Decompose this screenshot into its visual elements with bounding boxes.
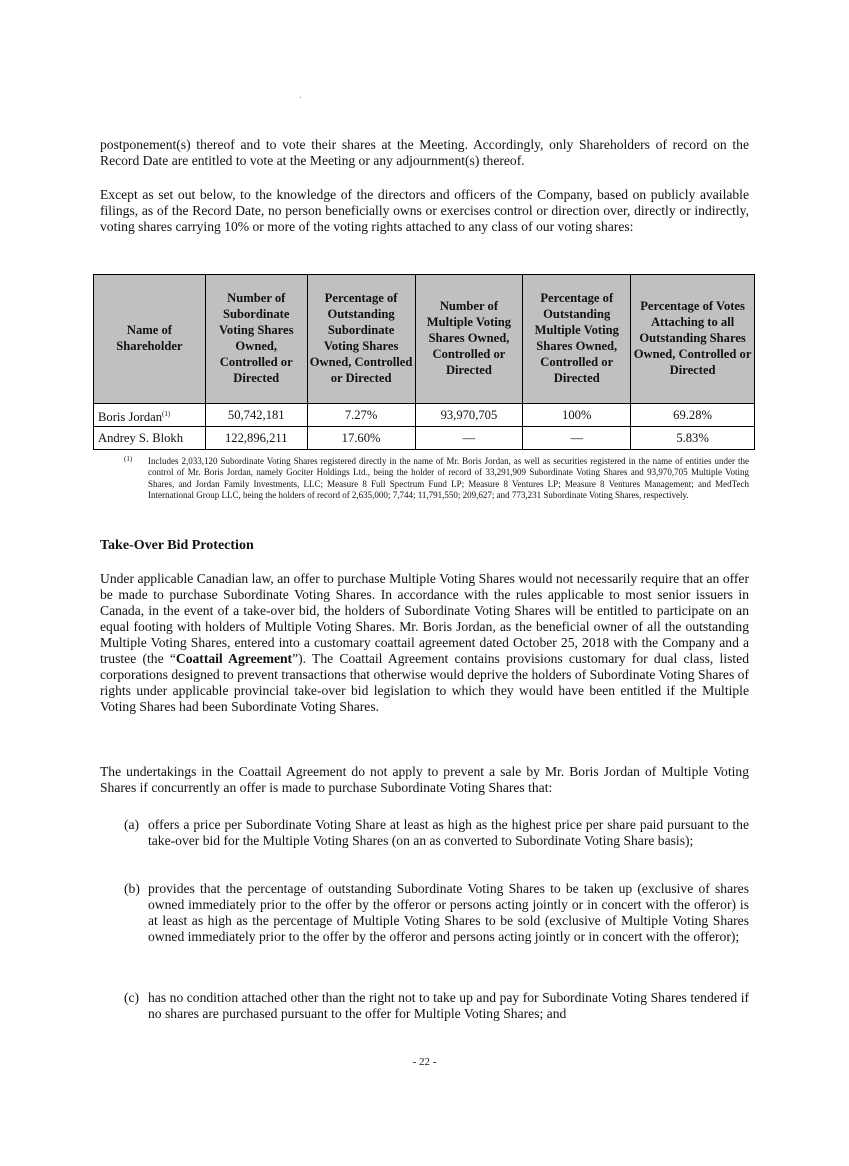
cell-votes-pct: 5.83% [631,427,755,450]
shareholder-table [93,274,755,450]
header-votes-pct: Percentage of Votes Attaching to all Outstanding Shares Owned, Controlled or Directed [631,275,755,404]
cell-mult-pct: 100% [523,404,631,427]
cell-name [94,427,206,450]
header-sub-pct: Percentage of Outstanding Subordinate Voting Shares Owned, Controlled or Directed [307,275,415,404]
cell-mult-shares: — [415,427,523,450]
coattail-text-part1: Under applicable Canadian law, an offer to purchase Multiple Voting Shares would not necessarily require that an offer be made to purchase Subordinate Voting Shares. In accordance with the rules applicable to most senior issuers in Canada, in the event of a take-over bid, the holders of Subordinate Voting Shares will be entitled to participate on an equal footing with holders of Multiple Voting Shares. Mr. Boris Jordan, as the beneficial owner of all the outstanding Multiple Voting Shares, entered into a customary coattail agreement dated October 25, 2018 with the Company and a trustee (the “ [100,571,749,666]
coattail-defined-term: Coattail Agreement [175,651,293,666]
footnote-text: Includes 2,033,120 Subordinate Voting Shares registered directly in the name of Mr. Boris Jordan, as well as securities registered in the name of entities under the control of Mr. Boris Jordan, namely Gociter Holdings Ltd., being the holder of record of 33,291,909 Subordinate Voting Shares and 93,970,705 Multiple Voting Shares, and Jordan Family Investments, LLC; Measure 8 Full Spectrum Fund LP; Measure 8 Ventures LP; Measure 8 Ventures Management; and MedTech International Group LLC, being the holders of record of 2,635,000; 7,744; 11,791,550; 209,627; and 773,231 Subordinate Voting Shares, respectively. [148,456,749,501]
cell-mult-pct: — [523,427,631,450]
cell-sub-pct: 17.60% [307,427,415,450]
shareholder-name: Andrey S. Blokh [98,431,184,445]
page-number: - 22 - [412,1056,437,1068]
cell-sub-shares: 122,896,211 [205,427,307,450]
list-item [124,990,749,1022]
cell-mult-shares: 93,970,705 [415,404,523,427]
header-mult-pct: Percentage of Outstanding Multiple Voting Shares Owned, Controlled or Directed [523,275,631,404]
table-footnote [124,455,749,502]
cell-sub-pct: 7.27% [307,404,415,427]
list-item [124,817,749,849]
paragraph-record-date: postponement(s) thereof and to vote their shares at the Meeting. Accordingly, only Shareholders of record on the Record Date are entitled to vote at the Meeting or any adjournment(s) thereof. [100,137,749,168]
paragraph-coattail [100,571,749,715]
list-item-text: provides that the percentage of outstanding Subordinate Voting Shares to be taken up (exclusive of shares owned immediately prior to the offer by the offeror or persons acting jointly or in concert with the offeror) is at least as high as the percentage of Multiple Voting Shares to be sold (exclusive of Multiple Voting Shares owned immediately prior to the offer by the offeror and persons acting jointly or in concert with the offeror); [148,881,749,944]
table-row [94,404,755,427]
stray-mark [300,97,301,98]
paragraph-ownership-intro: Except as set out below, to the knowledge of the directors and officers of the Company, based on publicly available filings, as of the Record Date, no person beneficially owns or exercises control or direction over, directly or indirectly, voting shares carrying 10% or more of the voting rights attached to any class of our voting shares: [100,187,749,234]
list-item [124,881,749,945]
header-sub-shares: Number of Subordinate Voting Shares Owned, Controlled or Directed [205,275,307,404]
list-item-label: (a) [124,817,140,832]
footnote-mark: (1) [124,455,133,463]
shareholder-name: Boris Jordan [98,409,163,424]
cell-name [94,404,206,427]
cell-sub-shares: 50,742,181 [205,404,307,427]
header-name: Name of Shareholder [94,275,206,404]
table-row [94,427,755,450]
table-header-row [94,275,755,404]
list-item-label: (b) [124,881,140,896]
cell-votes-pct: 69.28% [631,404,755,427]
footnote-ref: (1) [162,409,171,418]
list-item-text: offers a price per Subordinate Voting Share at least as high as the highest price per share paid pursuant to the take-over bid for the Multiple Voting Shares (on an as converted to Subordinate Voting Share basis); [148,817,749,848]
list-item-label: (c) [124,990,140,1005]
section-heading: Take-Over Bid Protection [100,538,254,553]
paragraph-undertakings: The undertakings in the Coattail Agreement do not apply to prevent a sale by Mr. Boris Jordan of Multiple Voting Shares if concurrently an offer is made to purchase Subordinate Voting Shares that: [100,764,749,795]
list-item-text: has no condition attached other than the right not to take up and pay for Subordinate Voting Shares tendered if no shares are purchased pursuant to the offer for Multiple Voting Shares; and [148,990,749,1021]
coattail-text-part2: ”). The Coattail Agreement contains provisions customary for dual class, listed corporations designed to prevent transactions that otherwise would deprive the holders of Subordinate Voting Shares of rights under applicable provincial take-over bid legislation to which they would have been entitled if the Multiple Voting Shares had been Subordinate Voting Shares. [100,651,750,714]
header-mult-shares: Number of Multiple Voting Shares Owned, Controlled or Directed [415,275,523,404]
